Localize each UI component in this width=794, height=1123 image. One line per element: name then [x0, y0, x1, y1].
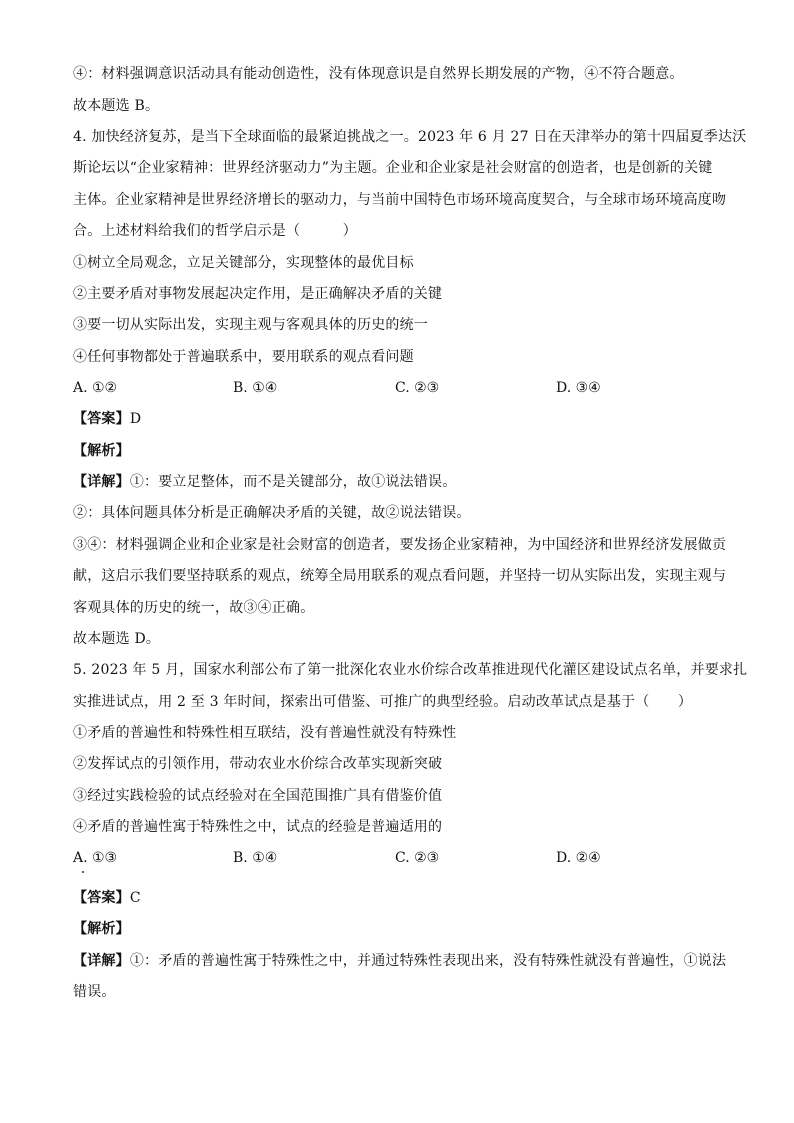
detail-line: ③④：材料强调企业和企业家是社会财富的创造者，要发扬企业家精神，为中国经济和世界经济发展做贡 [73, 537, 727, 553]
answer-value: C [129, 890, 141, 906]
detail-tag: 【详解】 [73, 953, 130, 969]
question-4-stem: 斯论坛以“企业家精神：世界经济驱动力”为主题。企业和企业家是社会财富的创造者，也是创新的关键 [73, 160, 713, 176]
question-4-stem: 合。上述材料给我们的哲学启示是（ ） [73, 223, 357, 239]
option-a: A. ①② [73, 380, 118, 396]
option-b: B. ①④ [233, 850, 278, 866]
question-5-stem: 实推进试点，用 2 至 3 年时间，探索出可借鉴、可推广的典型经验。启动改革试点是基于（ ） [73, 694, 693, 710]
statement-item: ①矛盾的普遍性和特殊性相互联结，没有普遍性就没有特殊性 [73, 725, 457, 741]
statement-item: ③经过实践检验的试点经验对在全国范围推广具有借鉴价值 [73, 788, 443, 804]
statement-item: ①树立全局观念，立足关键部分，实现整体的最优目标 [73, 255, 414, 271]
answer-line [73, 888, 733, 908]
detail-line [73, 951, 733, 971]
statement-item: ②主要矛盾对事物发展起决定作用，是正确解决矛盾的关键 [73, 286, 443, 302]
analysis-tag: 【解析】 [73, 443, 130, 459]
option-c: C. ②③ [395, 380, 440, 396]
answer-tag: 【答案】 [73, 890, 130, 906]
detail-line: 客观具体的历史的统一，故③④正确。 [73, 600, 315, 616]
question-4-stem: 4. 加快经济复苏，是当下全球面临的最紧迫挑战之一。2023 年 6 月 27 日在天津举办的第十四届夏季达沃 [73, 129, 747, 145]
text-line: 故本题选 B。 [73, 98, 160, 114]
statement-item: ④矛盾的普遍性寓于特殊性之中，试点的经验是普遍适用的 [73, 819, 443, 835]
statement-item: ②发挥试点的引领作用，带动农业水价综合改革实现新突破 [73, 756, 443, 772]
statement-item: ③要一切从实际出发，实现主观与客观具体的历史的统一 [73, 317, 428, 333]
answer-tag: 【答案】 [73, 411, 130, 427]
detail-text: ①：要立足整体，而不是关键部分，故①说法错误。 [129, 474, 457, 490]
stray-dot [82, 871, 84, 873]
answer-value: D [129, 411, 142, 427]
analysis-tag: 【解析】 [73, 921, 130, 937]
question-4-stem: 主体。企业家精神是世界经济增长的驱动力，与当前中国特色市场环境高度契合，与全球市场环境高度吻 [73, 192, 727, 208]
question-5-stem: 5. 2023 年 5 月，国家水利部公布了第一批深化农业水价综合改革推进现代化灌区建设试点名单，并要求扎 [73, 662, 748, 678]
text-line: ④：材料强调意识活动具有能动创造性，没有体现意识是自然界长期发展的产物，④不符合题意。 [73, 66, 684, 82]
option-d: D. ②④ [556, 850, 601, 866]
detail-tag: 【详解】 [73, 474, 130, 490]
option-d: D. ③④ [556, 380, 601, 396]
answer-line [73, 409, 733, 429]
detail-text: ①：矛盾的普遍性寓于特殊性之中，并通过特殊性表现出来，没有特殊性就没有普遍性，①说法 [129, 953, 727, 969]
detail-line: 错误。 [73, 984, 116, 1000]
option-a: A. ①③ [73, 850, 118, 866]
detail-line: ②：具体问题具体分析是正确解决矛盾的关键，故②说法错误。 [73, 505, 471, 521]
detail-line: 献，这启示我们要坚持联系的观点，统筹全局用联系的观点看问题，并坚持一切从实际出发，实现主观与 [73, 568, 727, 584]
detail-line [73, 472, 733, 492]
option-b: B. ①④ [233, 380, 278, 396]
option-c: C. ②③ [395, 850, 440, 866]
statement-item: ④任何事物都处于普遍联系中，要用联系的观点看问题 [73, 349, 414, 365]
conclusion-line: 故本题选 D。 [73, 631, 161, 647]
